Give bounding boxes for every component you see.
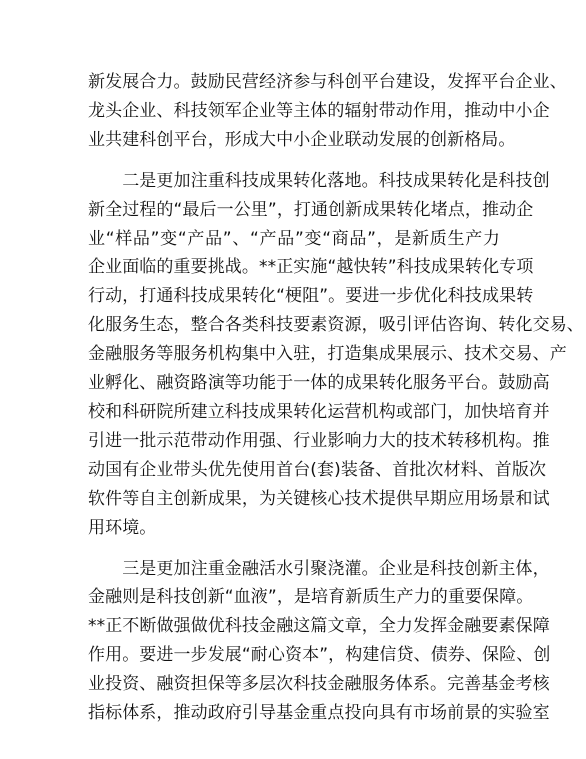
paragraph-finance [88,555,551,728]
text-line: 引进一批示范带动作用强、行业影响力大的技术转移机构。推 [88,430,550,451]
text-line: 动国有企业带头优先使用首台(套)装备、首批次材料、首版次 [88,459,547,480]
text-line: 龙头企业、科技领军企业等主体的辐射带动作用，推动中小企 [88,100,550,121]
text-line: 校和科研院所建立科技成果转化运营机构或部门，加快培育并 [88,401,550,422]
text-line: 二是更加注重科技成果转化落地。科技成果转化是科技创 [88,170,550,191]
text-line: 软件等自主创新成果，为关键核心技术提供早期应用场景和试 [88,488,550,509]
text-line: 企业面临的重要挑战。**正实施“越快转”科技成果转化专项 [88,257,534,278]
text-line: 业投资、融资担保等多层次科技金融服务体系。完善基金考核 [88,674,550,695]
paragraph-continuation [88,68,567,155]
text-line: **正不断做强做优科技金融这篇文章，全力发挥金融要素保障 [88,616,550,637]
document-body [88,68,584,728]
text-line: 指标体系，推动政府引导基金重点投向具有市场前景的实验室 [88,703,550,724]
text-line: 用环境。 [88,517,157,538]
paragraph-gap [88,543,500,555]
text-line: 三是更加注重金融活水引聚浇灌。企业是科技创新主体， [88,558,550,579]
text-line: 作用。要进一步发展“耐心资本”，构建信贷、债券、保险、创 [88,645,551,666]
paragraph-gap [88,155,500,167]
text-line: 业共建科创平台，形成大中小企业联动发展的创新格局。 [88,129,516,150]
paragraph-tech-transfer [88,167,584,543]
text-line: 金融服务等服务机构集中入驻，打造集成果展示、技术交易、产 [88,344,567,365]
text-line: 金融则是科技创新“血液”，是培育新质生产力的重要保障。 [88,587,534,608]
text-line: 新发展合力。鼓励民营经济参与科创平台建设，发挥平台企业、 [88,72,567,92]
text-line: 行动，打通科技成果转化“梗阻”。要进一步优化科技成果转 [88,286,534,307]
text-line: 业“样品”变“产品”、“产品”变“商品”，是新质生产力 [88,228,500,249]
text-line: 新全过程的“最后一公里”，打通创新成果转化堵点，推动企 [88,199,534,220]
text-line: 化服务生态，整合各类科技要素资源，吸引评估咨询、转化交易、 [88,315,584,336]
text-line: 业孵化、融资路演等功能于一体的成果转化服务平台。鼓励高 [88,373,550,394]
